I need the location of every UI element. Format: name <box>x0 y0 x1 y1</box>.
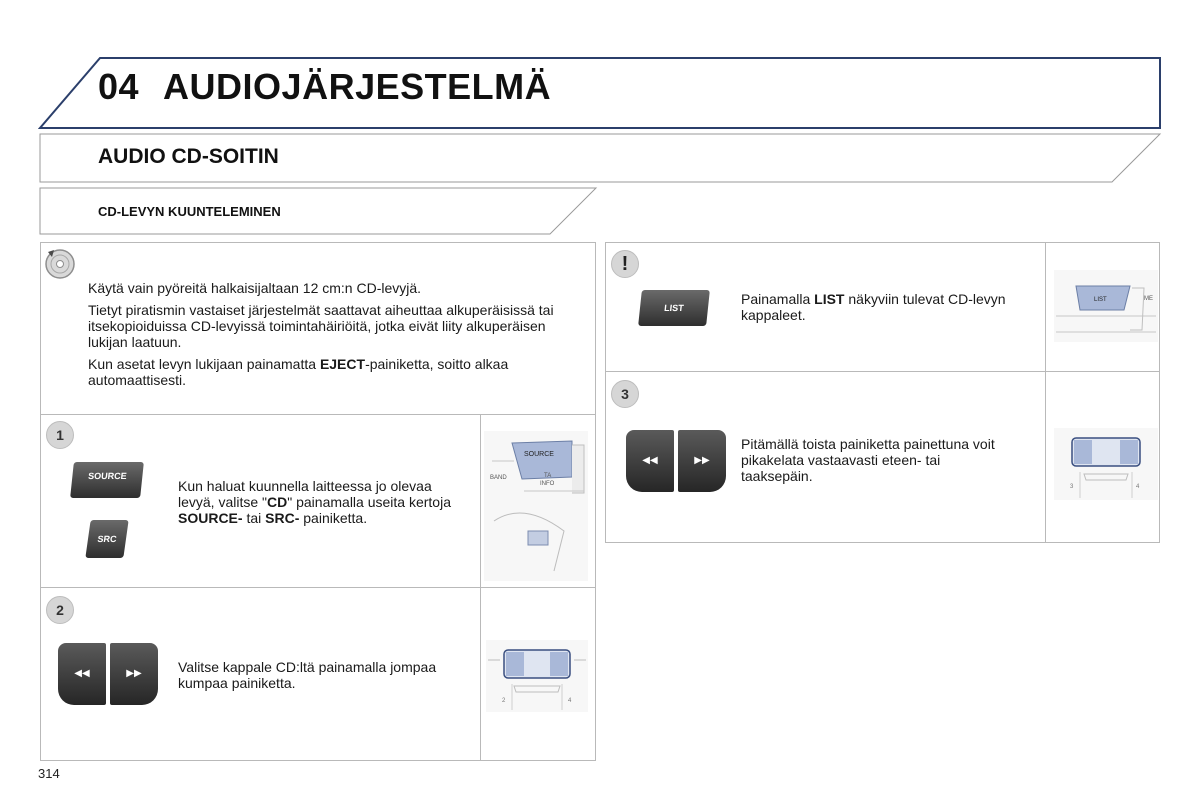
thumb-left-number: 3 <box>1070 484 1074 490</box>
thumb-me-label: ME <box>1144 296 1153 302</box>
divider <box>40 587 596 588</box>
chapter-number: 04 <box>98 66 140 107</box>
rewind-button[interactable]: ◀◀ <box>626 430 674 492</box>
info-paragraph-2: Tietyt piratismin vastaiset järjestelmät saattavat aiheuttaa alkuperäisissä tai itsekopioiduissa CD-levyissä toimintahäiriöitä, jotka eivät liity alkuperäisen lukijan laatuun. <box>88 302 554 350</box>
step-1-dashboard-thumbnail <box>484 431 588 581</box>
rewind-button[interactable]: ◀◀ <box>58 643 106 705</box>
thumb-left-number: 2 <box>502 698 506 704</box>
fast-forward-button[interactable]: ▶▶ <box>678 430 726 492</box>
exclamation-icon: ! <box>621 253 629 275</box>
step-3-dashboard-thumbnail <box>1054 428 1158 500</box>
chapter-name: AUDIOJÄRJESTELMÄ <box>163 66 552 107</box>
step-3-badge: 3 <box>611 380 639 408</box>
subsection-title: CD-LEVYN KUUNTELEMINEN <box>98 204 281 219</box>
thumb-source-label: SOURCE <box>524 451 554 458</box>
divider <box>40 414 596 415</box>
list-dashboard-thumbnail <box>1054 270 1158 342</box>
step-1-badge: 1 <box>46 421 74 449</box>
info-text <box>88 280 588 388</box>
list-button[interactable]: LIST <box>638 290 710 326</box>
thumb-ta-label: TA <box>544 473 552 479</box>
section-title: AUDIO CD-SOITIN <box>98 145 279 168</box>
divider <box>1045 242 1046 543</box>
thumb-info-label: INFO <box>540 481 555 487</box>
info-paragraph-3: Kun asetat levyn lukijaan painamatta EJECT-painiketta, soitto alkaa automaattisesti. <box>88 356 509 388</box>
source-button[interactable]: SOURCE <box>70 462 144 498</box>
step-2-dashboard-thumbnail <box>486 640 588 712</box>
divider <box>480 415 481 761</box>
warning-text: Painamalla LIST näkyviin tulevat CD-levyn kappaleet. <box>741 291 1006 323</box>
info-paragraph-1: Käytä vain pyöreitä halkaisijaltaan 12 cm:n CD-levyjä. <box>88 280 422 296</box>
divider <box>605 371 1160 372</box>
warning-badge <box>611 250 639 278</box>
fast-forward-button[interactable]: ▶▶ <box>110 643 158 705</box>
thumb-band-label: BAND <box>490 475 507 481</box>
eject-label: EJECT <box>319 356 366 372</box>
page-number: 314 <box>38 766 60 781</box>
step-3-text: Pitämällä toista painiketta painettuna voit pikakelata vastaavasti eteen- tai taaksepäin. <box>741 436 995 484</box>
step-2-badge: 2 <box>46 596 74 624</box>
step-2-text: Valitse kappale CD:ltä painamalla jompaa kumpaa painiketta. <box>178 659 437 691</box>
thumb-list-label: LIST <box>1094 297 1107 303</box>
step-1-text: Kun haluat kuunnella laitteessa jo olevaa levyä, valitse "CD" painamalla useita kertoja SOURCE- tai SRC- painiketta. <box>178 478 451 526</box>
src-button[interactable]: SRC <box>85 520 128 558</box>
chapter-title <box>98 66 551 108</box>
cd-disc-icon <box>44 248 76 280</box>
thumb-right-number: 4 <box>568 698 572 704</box>
thumb-right-number: 4 <box>1136 484 1140 490</box>
